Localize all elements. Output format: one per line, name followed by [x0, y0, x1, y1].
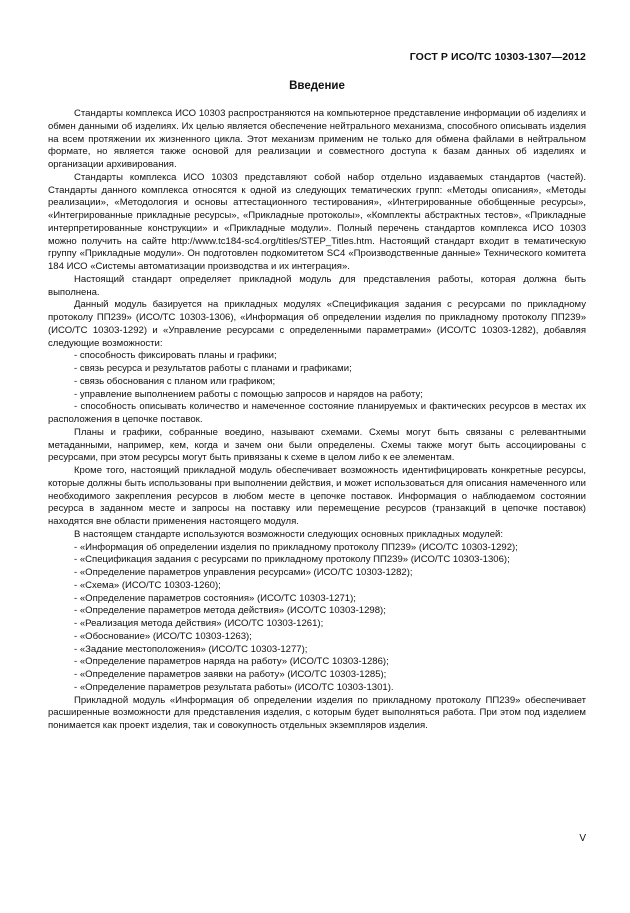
document-body [48, 108, 586, 733]
module-item: - «Реализация метода действия» (ИСО/ТС 10303-1261); [74, 618, 324, 629]
module-item: - «Схема» (ИСО/ТС 10303-1260); [74, 579, 221, 591]
module-item: - «Информация об определении изделия по прикладному протоколу ПП239» (ИСО/ТС 10303-1292); [74, 541, 518, 553]
paragraph: Настоящий стандарт определяет прикладной модуль для представления работы, которая должна быть выполнена. [48, 273, 586, 298]
module-item: - «Определение параметров метода действия» (ИСО/ТС 10303-1298); [74, 605, 386, 617]
section-title: Введение [289, 80, 345, 92]
module-item: - «Определение параметров наряда на работу» (ИСО/ТС 10303-1286); [74, 656, 389, 668]
document-header: ГОСТ Р ИСО/ТС 10303-1307—2012 [409, 51, 586, 63]
page-number: V [579, 833, 586, 844]
module-item: - «Определение параметров результата работы» (ИСО/ТС 10303-1301). [74, 681, 394, 693]
paragraph: Прикладной модуль «Информация об определении изделия по прикладному протоколу ПП239» обеспечивает расширенные возможности для представления изделия, с которым будет выполняться работа. При этом под изделием понимается как проект изделия, так и совокупность отдельных экземпляров изделия. [48, 694, 586, 731]
module-item: - «Спецификация задания с ресурсами по прикладному протоколу ПП239» (ИСО/ТС 10303-1306); [74, 554, 510, 566]
capability-item: - связь обоснования с планом или графиком; [74, 375, 276, 387]
document-page [48, 0, 586, 913]
module-item: - «Обоснование» (ИСО/ТС 10303-1263); [74, 630, 252, 642]
module-item: - «Задание местоположения» (ИСО/ТС 10303-1277); [74, 643, 308, 655]
paragraph: Стандарты комплекса ИСО 10303 представляют собой набор отдельно издаваемых стандартов (частей). Стандарты данного комплекса относятся к одной из следующих тематических групп: «Методы описания», «Методы реализации», «Методология и основы аттестационного тестирования», «Интегрированные обобщенные ресурсы», «Интегрированные прикладные ресурсы», «Прикладные протоколы», «Комплекты абстрактных тестов», «Прикладные интерпретированные конструкции» и «Прикладные модули». Полный перечень стандартов комплекса ИСО 10303 можно получить на сайте http://www.tc184-sc4.org/titles/STEP_Titles.htm. Настоящий стандарт входит в тематическую группу «Прикладные модули». Он подготовлен подкомитетом SC4 «Производственные данные» Технического комитета 184 ИСО «Системы автоматизации производства и их интеграция». [48, 171, 586, 272]
module-item: - «Определение параметров управления ресурсами» (ИСО/ТС 10303-1282); [74, 567, 413, 578]
capability-item: - способность фиксировать планы и графики; [74, 350, 277, 362]
paragraph: Стандарты комплекса ИСО 10303 распространяются на компьютерное представление информации об изделиях и обмен данными об изделиях. Их целью является обеспечение нейтрального механизма, способного описывать изделия на всем протяжении их жизненного цикла. Этот механизм применим не только для обмена файлами в нейтральном формате, но является также основой для реализации и совместного доступа к базам данных об изделиях и организации архивирования. [48, 108, 586, 170]
module-item: - «Определение параметров заявки на работу» (ИСО/ТС 10303-1285); [74, 669, 387, 680]
capability-item: - способность описывать количество и намеченное состояние планируемых и фактических ресурсов в местах их расположения в цепочке поставок. [48, 401, 586, 425]
module-item: - «Определение параметров состояния» (ИСО/ТС 10303-1271); [74, 592, 356, 604]
paragraph: В настоящем стандарте используются возможности следующих основных прикладных модулей: [74, 528, 504, 540]
paragraph: Планы и графики, собранные воедино, называют схемами. Схемы могут быть связаны с релевантными метаданными, например, кем, когда и зачем они были определены. Схемы также могут быть ассоциированы с ресурсами, при этом ресурсы могут быть привязаны к схеме в целом либо к ее элементам. [48, 426, 586, 464]
paragraph: Данный модуль базируется на прикладных модулях «Спецификация задания с ресурсами по прикладному протоколу ПП239» (ИСО/ТС 10303-1306), «Информация об определении изделия по прикладному протоколу ПП239» (ИСО/ТС 10303-1292) и «Управление ресурсами с определенными параметрами» (ИСО/ТС 10303-1282), добавляя следующие возможности: [48, 299, 586, 349]
capability-item: - управление выполнением работы с помощью запросов и нарядов на работу; [74, 388, 423, 400]
paragraph: Кроме того, настоящий прикладной модуль обеспечивает возможность идентифицировать конкретные ресурсы, которые должны быть использованы при выполнении действия, и может использоваться для описания намеченного или необходимого закрепления ресурсов в любом месте в цепочке поставок. Информация о наблюдаемом состоянии ресурса в заданном месте и запросы на поставку или перемещение ресурсов (транзакций в цепочке поставок) находятся вне области применения настоящего модуля. [48, 465, 586, 527]
capability-item: - связь ресурса и результатов работы с планами и графиками; [74, 363, 352, 374]
